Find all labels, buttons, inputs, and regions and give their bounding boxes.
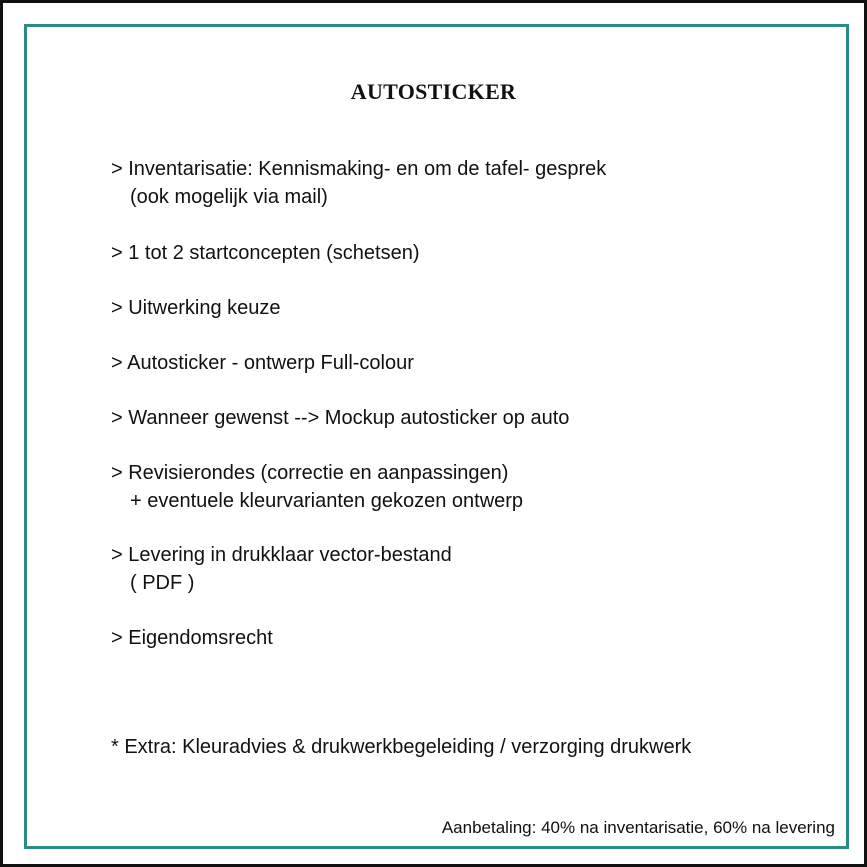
list-item-line: > Levering in drukklaar vector-bestand: [111, 544, 452, 566]
payment-terms: Aanbetaling: 40% na inventarisatie, 60% na levering: [441, 818, 835, 837]
list-item: [111, 294, 281, 322]
list-item: [111, 541, 452, 597]
list-item: [111, 404, 569, 432]
list-item: [111, 624, 273, 652]
list-item-line: > Eigendomsrecht: [111, 627, 273, 649]
list-item-continuation: (ook mogelijk via mail): [130, 186, 328, 208]
list-item: [111, 155, 606, 211]
list-item: [111, 459, 523, 515]
inner-frame: [24, 24, 849, 849]
extra-note: * Extra: Kleuradvies & drukwerkbegeleiding / verzorging drukwerk: [111, 736, 692, 758]
list-item-line: > Wanneer gewenst --> Mockup autosticker op auto: [111, 407, 570, 429]
list-item-line: > 1 tot 2 startconcepten (schetsen): [111, 242, 420, 264]
list-item-continuation: ( PDF ): [130, 572, 195, 594]
list-item: [111, 239, 420, 267]
list-item-line: > Inventarisatie: Kennismaking- en om de tafel- gesprek: [111, 158, 607, 180]
page-title: AUTOSTICKER: [350, 79, 517, 104]
list-item: [111, 349, 414, 377]
list-item-line: > Uitwerking keuze: [111, 297, 281, 319]
list-item-line: > Autosticker - ontwerp Full-colour: [111, 352, 414, 374]
list-item-continuation: + eventuele kleurvarianten gekozen ontwerp: [130, 490, 524, 512]
list-item-line: > Revisierondes (correctie en aanpassingen): [111, 462, 509, 484]
